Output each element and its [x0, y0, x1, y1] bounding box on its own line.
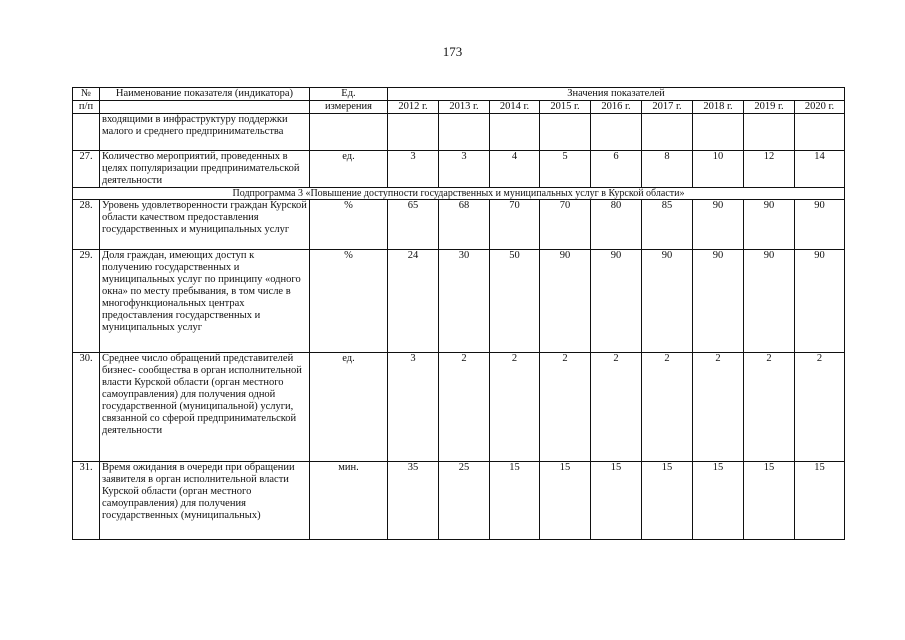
value-cell: 6 [591, 151, 642, 188]
value-cell [490, 114, 540, 151]
unit-cell: ед. [310, 151, 388, 188]
value-cell: 3 [439, 151, 490, 188]
row-number: 31. [73, 462, 100, 540]
value-cell [540, 114, 591, 151]
value-cell: 85 [642, 200, 693, 250]
value-cell: 8 [642, 151, 693, 188]
value-cell: 2 [540, 353, 591, 462]
value-cell: 15 [490, 462, 540, 540]
value-cell: 90 [744, 200, 795, 250]
header-year: 2017 г. [642, 101, 693, 114]
header-num-line2: п/п [73, 101, 100, 114]
header-year: 2018 г. [693, 101, 744, 114]
header-year: 2020 г. [795, 101, 845, 114]
header-row-years [73, 101, 845, 114]
value-cell: 2 [591, 353, 642, 462]
header-year: 2012 г. [388, 101, 439, 114]
subprogram-row [73, 188, 845, 200]
value-cell: 90 [591, 250, 642, 353]
value-cell: 90 [540, 250, 591, 353]
header-name-spacer [100, 101, 310, 114]
value-cell: 2 [490, 353, 540, 462]
value-cell: 3 [388, 353, 439, 462]
unit-cell: % [310, 200, 388, 250]
header-year: 2019 г. [744, 101, 795, 114]
value-cell: 5 [540, 151, 591, 188]
unit-cell: % [310, 250, 388, 353]
value-cell: 90 [795, 250, 845, 353]
value-cell: 15 [744, 462, 795, 540]
value-cell: 30 [439, 250, 490, 353]
value-cell [439, 114, 490, 151]
value-cell: 35 [388, 462, 439, 540]
table-row [73, 462, 845, 540]
value-cell: 2 [439, 353, 490, 462]
indicator-name: Время ожидания в очереди при обращении заявителя в орган исполнительной власти Курской области (орган местного самоуправления) для получения государственных (муниципальных) [100, 462, 310, 540]
page-number: 173 [442, 44, 463, 59]
unit-cell: мин. [310, 462, 388, 540]
indicators-table [72, 87, 845, 540]
value-cell [693, 114, 744, 151]
value-cell: 68 [439, 200, 490, 250]
value-cell: 10 [693, 151, 744, 188]
value-cell: 15 [693, 462, 744, 540]
value-cell: 24 [388, 250, 439, 353]
value-cell: 90 [642, 250, 693, 353]
value-cell: 3 [388, 151, 439, 188]
indicator-name: входящими в инфраструктуру поддержки малого и среднего предпринимательства [100, 114, 310, 151]
row-number: 30. [73, 353, 100, 462]
value-cell: 25 [439, 462, 490, 540]
value-cell: 15 [642, 462, 693, 540]
row-number: 27. [73, 151, 100, 188]
value-cell: 2 [642, 353, 693, 462]
value-cell: 90 [693, 250, 744, 353]
value-cell [642, 114, 693, 151]
unit-cell: ед. [310, 353, 388, 462]
indicator-name: Среднее число обращений представителей бизнес- сообщества в орган исполнительной власти Курской области (орган местного самоуправления) для получения одной государственной (муниципальной) услуги, связанной со сферой предпринимательской деятельности [100, 353, 310, 462]
header-unit-line1: Ед. [310, 88, 388, 101]
value-cell: 4 [490, 151, 540, 188]
table-row [73, 151, 845, 188]
table-row [73, 250, 845, 353]
table-row [73, 353, 845, 462]
row-number: 28. [73, 200, 100, 250]
header-row-top [73, 88, 845, 101]
value-cell: 80 [591, 200, 642, 250]
header-values-group: Значения показателей [388, 88, 845, 101]
value-cell: 50 [490, 250, 540, 353]
header-year: 2016 г. [591, 101, 642, 114]
value-cell: 15 [540, 462, 591, 540]
header-unit-line2: измерения [310, 101, 388, 114]
value-cell: 70 [540, 200, 591, 250]
table-row [73, 114, 845, 151]
value-cell [795, 114, 845, 151]
value-cell: 2 [795, 353, 845, 462]
indicator-name: Количество мероприятий, проведенных в целях популяризации предпринимательской деятельности [100, 151, 310, 188]
value-cell: 70 [490, 200, 540, 250]
value-cell [591, 114, 642, 151]
header-year: 2013 г. [439, 101, 490, 114]
table-row [73, 200, 845, 250]
value-cell: 2 [744, 353, 795, 462]
value-cell [388, 114, 439, 151]
value-cell: 90 [693, 200, 744, 250]
value-cell: 90 [744, 250, 795, 353]
value-cell: 15 [591, 462, 642, 540]
value-cell: 14 [795, 151, 845, 188]
header-year: 2014 г. [490, 101, 540, 114]
header-name: Наименование показателя (индикатора) [100, 88, 310, 101]
value-cell: 2 [693, 353, 744, 462]
header-year: 2015 г. [540, 101, 591, 114]
indicator-name: Доля граждан, имеющих доступ к получению государственных и муниципальных услуг по принципу «одного окна» по месту пребывания, в том числе в многофункциональных центрах предоставления государственных и муниципальных услуг [100, 250, 310, 353]
value-cell: 12 [744, 151, 795, 188]
value-cell: 90 [795, 200, 845, 250]
indicator-name: Уровень удовлетворенности граждан Курской области качеством предоставления государственных и муниципальных услуг [100, 200, 310, 250]
subprogram-title: Подпрограмма 3 «Повышение доступности государственных и муниципальных услуг в Курской области» [73, 188, 845, 200]
unit-cell [310, 114, 388, 151]
row-number [73, 114, 100, 151]
row-number: 29. [73, 250, 100, 353]
value-cell: 15 [795, 462, 845, 540]
value-cell [744, 114, 795, 151]
value-cell: 65 [388, 200, 439, 250]
header-num-line1: № [73, 88, 100, 101]
